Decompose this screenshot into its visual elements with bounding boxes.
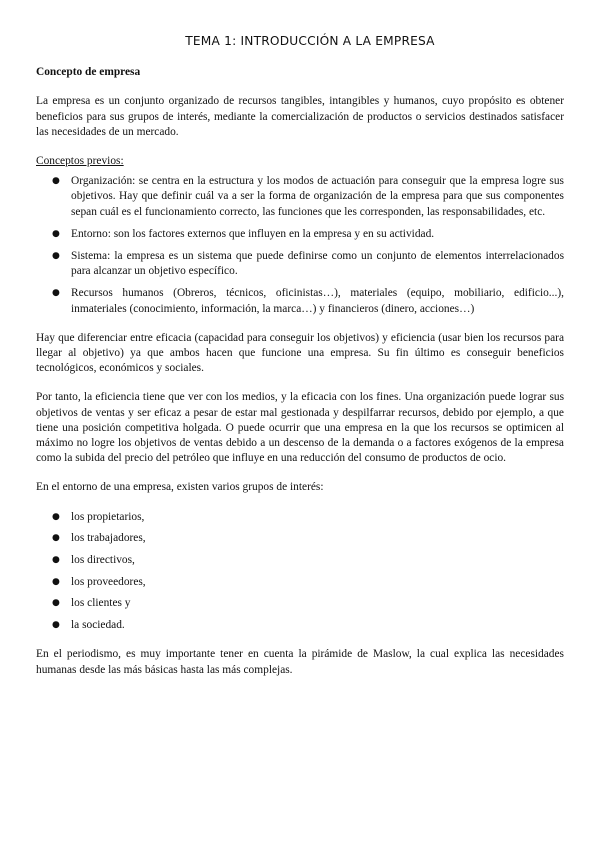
list-item-text: los clientes y — [71, 597, 131, 610]
list-item-text: Organización: se centra en la estructura y los modos de actuación para conseguir que la empresa logre sus objetivos. Hay que definir cuál va a ser la forma de organización de la empresa para que sus componentes sepan cuál es el funcionamiento correcto, las funciones que les corresponden, las responsabilidades, etc. — [71, 175, 564, 218]
interest-groups-intro: En el entorno de una empresa, existen varios grupos de interés: — [36, 481, 324, 494]
bullet-icon: ● — [52, 555, 60, 566]
previous-concepts-label: Conceptos previos: — [36, 155, 124, 168]
list-item — [36, 174, 564, 220]
bullet-icon: ● — [52, 533, 60, 544]
list-item-text: Recursos humanos (Obreros, técnicos, oficinistas…), materiales (equipo, mobiliario, edificio...), inmateriales (conocimiento, información, la marca…) y financieros (dinero, acciones…) — [71, 287, 564, 315]
list-item — [36, 596, 564, 611]
interest-groups-list — [36, 510, 564, 634]
maslow-paragraph: En el periodismo, es muy importante tener en cuenta la pirámide de Maslow, la cual explica las necesidades humanas desde las más básicas hasta las más complejas. — [36, 648, 564, 676]
bullet-icon: ● — [52, 288, 60, 299]
bullet-icon: ● — [52, 228, 60, 239]
list-item — [36, 286, 564, 316]
list-item-text: Sistema: la empresa es un sistema que puede definirse como un conjunto de elementos interrelacionados para alcanzar un objetivo específico. — [71, 250, 564, 278]
document-page — [36, 34, 564, 692]
bullet-icon: ● — [52, 176, 60, 187]
list-item — [36, 510, 564, 525]
page-title: TEMA 1: INTRODUCCIÓN A LA EMPRESA — [185, 34, 435, 48]
list-item-text: los proveedores, — [71, 575, 146, 588]
list-item — [36, 227, 564, 242]
list-item — [36, 249, 564, 279]
bullet-icon: ● — [52, 620, 60, 631]
example-paragraph: Por tanto, la eficiencia tiene que ver con los medios, y la eficacia con los fines. Una organización puede lograr sus objetivos de ventas y ser eficaz a pesar de estar mal gestionada y despilfarrar recursos, debido por ejemplo, a que tiene una posición competitiva holgada. O puede ocurrir que una empresa en la que los recursos se optimicen al máximo no logre los objetivos de ventas debido a un descenso de la demanda o a factores exógenos de la empresa como la subida del precio del petróleo que influye en una reducción del consumo de productos de ocio. — [36, 391, 564, 465]
list-item-text: los directivos, — [71, 554, 135, 567]
list-item-text: la sociedad. — [71, 619, 125, 632]
bullet-icon: ● — [52, 598, 60, 609]
list-item — [36, 553, 564, 568]
section-heading: Concepto de empresa — [36, 66, 141, 79]
intro-paragraph: La empresa es un conjunto organizado de recursos tangibles, intangibles y humanos, cuyo propósito es obtener beneficios para sus grupos de interés, mediante la comercialización de productos o servicios destinados satisfacer las necesidades de un mercado. — [36, 95, 564, 138]
list-item — [36, 618, 564, 633]
list-item — [36, 575, 564, 590]
bullet-icon: ● — [52, 251, 60, 262]
list-item-text: los propietarios, — [71, 510, 145, 523]
previous-concepts-list — [36, 174, 564, 317]
list-item — [36, 531, 564, 546]
list-item-text: Entorno: son los factores externos que influyen en la empresa y en su actividad. — [71, 227, 435, 240]
list-item-text: los trabajadores, — [71, 532, 146, 545]
efficacy-paragraph: Hay que diferenciar entre eficacia (capacidad para conseguir los objetivos) y eficiencia (usar bien los recursos para llegar al objetivo) ya que ambos hacen que funcione una empresa. Su fin último es conseguir beneficios tecnológicos, económicos y sociales. — [36, 331, 564, 375]
bullet-icon: ● — [52, 511, 60, 522]
bullet-icon: ● — [52, 576, 60, 587]
